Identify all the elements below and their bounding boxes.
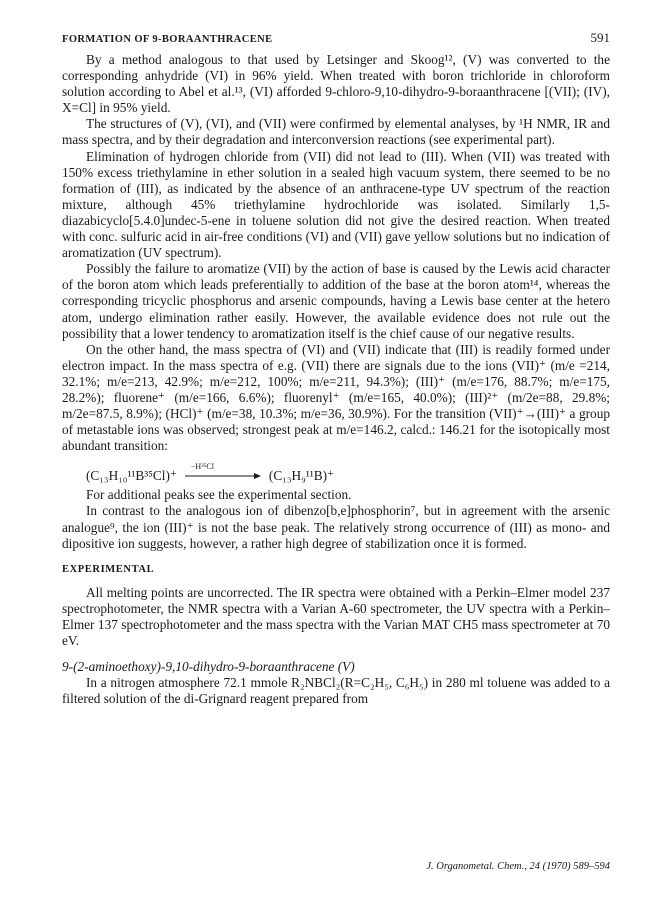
reaction-arrow: [185, 464, 261, 484]
paragraph-9: In a nitrogen atmosphere 72.1 mmole R₂NBCl₂(R=C₂H₅, C₆H₅) in 280 ml toluene was added to a filtered solution of the di-Grignard reagent prepared from: [62, 675, 610, 707]
paragraph-5: On the other hand, the mass spectra of (VI) and (VII) indicate that (III) is readily formed under electron impact. In the mass spectra of e.g. (VII) there are signals due to the ions (VII)⁺ (m/e =214, 32.1%; m/e=213, 42.9%; m/e=212, 100%; m/e=211, 94.3%); (III)⁺ (m/e=176, 88.7%; m/e=175, 28.2%); fluorene⁺ (m/e=166, 6.6%); fluorenyl⁺ (m/e=165, 40.0%); (III)²⁺ (m/2e=88, 29.8%; m/2e=87.5, 8.9%); (HCl)⁺ (m/e=38, 10.3%; m/e=36, 30.9%). For the transition (VII)⁺→(III)⁺ a group of metastable ions was observed; strongest peak at m/e=146.2, calcd.: 146.21 for the isotopically most abundant transition:: [62, 341, 610, 454]
arrow-label: −H³⁵Cl: [190, 462, 214, 472]
paragraph-6: For additional peaks see the experimental section.: [86, 487, 352, 503]
paragraph-7: In contrast to the analogous ion of dibenzo[b,e]phosphorin⁷, but in agreement with the arsenic analogue⁹, the ion (III)⁺ is not the base peak. The relatively strong occurrence of (III) as mono- and dipositive ion suggests, however, a rather high degree of stabilization once it is formed.: [62, 503, 610, 551]
equation-right: (C₁₃H₉¹¹B)⁺: [268, 468, 335, 484]
page-number: 591: [590, 30, 610, 45]
section-heading: EXPERIMENTAL: [62, 563, 155, 575]
paragraph-8: All melting points are uncorrected. The IR spectra were obtained with a Perkin–Elmer model 237 spectrophotometer, the NMR spectra with a Varian A-60 spectrometer, the UV spectra with a Perkin–Elmer 137 spectrophotometer and the mass spectra with the Varian MAT CH5 mass spectrometer at 70 eV.: [62, 584, 610, 648]
running-header: [62, 30, 610, 46]
running-title: FORMATION OF 9-BORAANTHRACENE: [62, 34, 273, 45]
paragraph-3: Elimination of hydrogen chloride from (VII) did not lead to (III). When (VII) was treated with 150% excess triethylamine in ether solution in a sealed high vacuum system, there seemed to be no formation of (III), as indicated by the absence of an anthracene-type UV spectrum of the reaction mixture, although 45% triethylamine hydrochloride was isolated. Similarly 1,5-diazabicyclo[5.4.0]undec-5-ene in toluene solution did not give the desired reaction. When treated with conc. sulfuric acid in air-free conditions (VI) and (VII) gave yellow solutions but no indication of aromatization (UV spectrum).: [62, 148, 610, 261]
fragmentation-equation: [86, 460, 610, 484]
page: [62, 30, 610, 707]
subheading-text: 9-(2-aminoethoxy)-9,10-dihydro-9-boraanthracene (V): [62, 659, 355, 675]
paragraph-2: The structures of (V), (VI), and (VII) were confirmed by elemental analyses, by ¹H NMR, IR and mass spectra, and by their degradation and interconversion reactions (see experimental part).: [62, 116, 610, 148]
arrow-icon: [185, 472, 261, 480]
paragraph-1: By a method analogous to that used by Letsinger and Skoog¹², (V) was converted to the corresponding anhydride (VI) in 96% yield. When treated with boron trichloride in chloroform solution according to Abel et al.¹³, (VI) afforded 9-chloro-9,10-dihydro-9-boraanthracene [(VII); (IV), X=Cl] in 95% yield.: [62, 52, 610, 116]
paragraph-4: Possibly the failure to aromatize (VII) by the action of base is caused by the Lewis acid character of the boron atom which leads preferentially to addition of the base at the boron atom¹⁴, whereas the corresponding tricyclic phosphorus and arsenic compounds, having a Lewis base center at the hetero atom, undergo elimination rather easily. However, the available evidence does not rule out the possibility that a lower tendency to aromatization itself is the chief cause of our negative results.: [62, 261, 610, 341]
equation-left: (C₁₃H₁₀¹¹B³⁵Cl)⁺: [86, 468, 177, 484]
subheading: [62, 659, 610, 675]
journal-footer: J. Organometal. Chem., 24 (1970) 589–594: [426, 861, 610, 872]
